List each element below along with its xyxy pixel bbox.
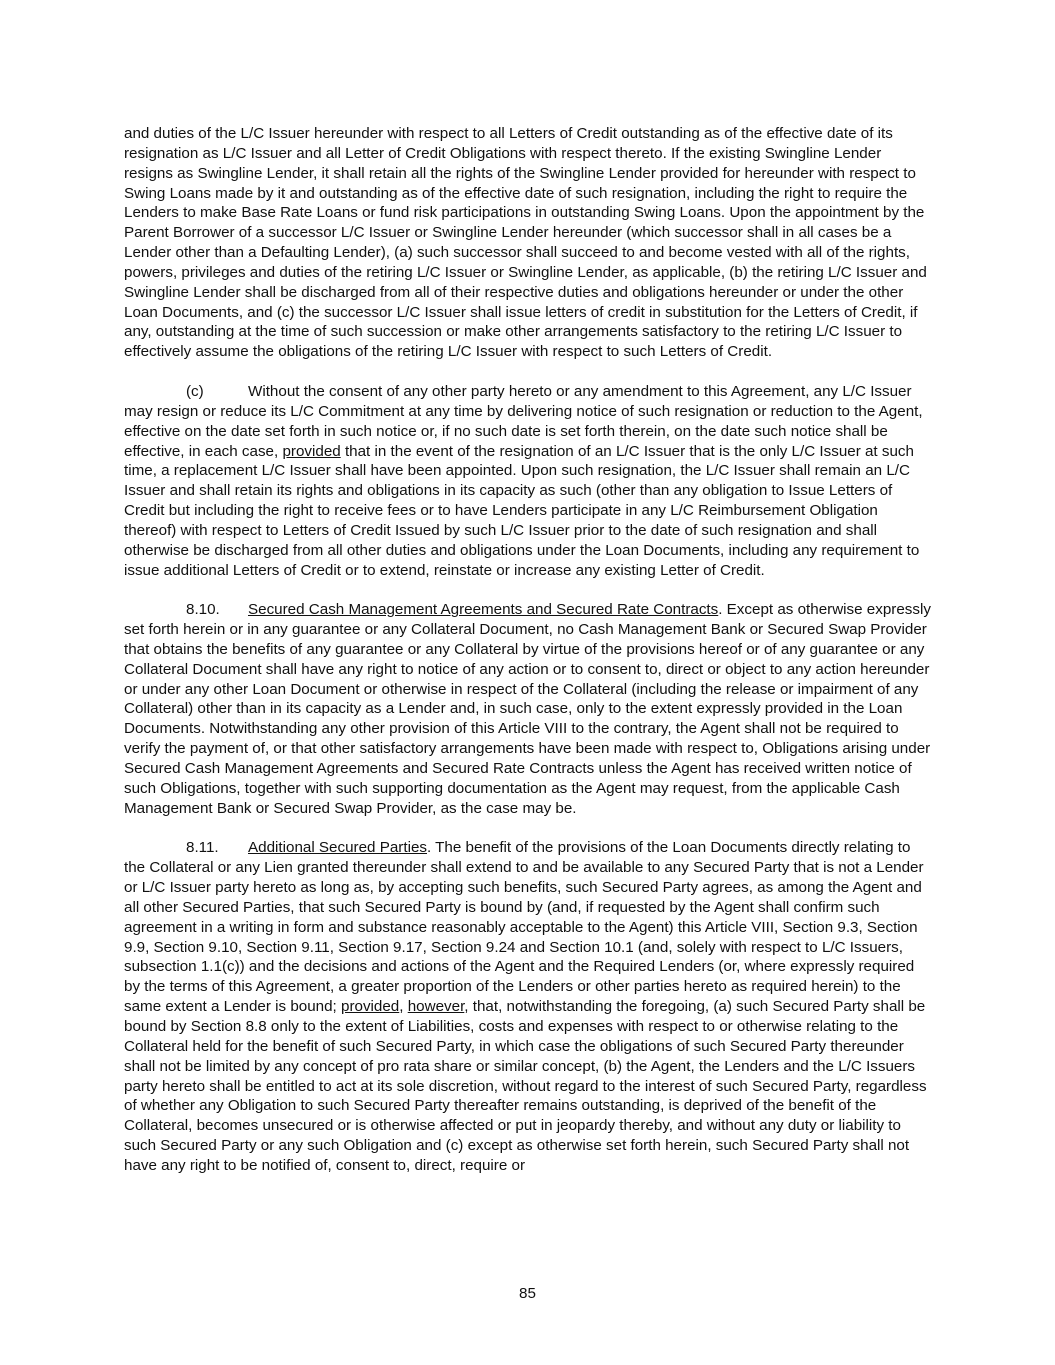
section-text: , that, notwithstanding the foregoing, (a) such Secured Party shall be bound by Section 8.8 only to the extent of Liabilities, costs and expenses with respect to or otherwise relating to the Collateral held for the benefit of such Secured Party, in which case the obligations of such Secured Party thereunder shall not be limited by any concept of pro rata share or similar concept, (b) the Agent, the Lenders and the L/C Issuers party hereto shall be entitled to act at its sole discretion, without regard to the interest of such Secured Party, regardless of whether any Obligation to such Secured Party thereafter remains outstanding, is deprived of the benefit of the Collateral, becomes unsecured or is otherwise affected or put in jeopardy thereby, and without any duty or liability to such Secured Party or any such Obligation and (c) except as otherwise set forth herein, such Secured Party shall not have any right to be notified of, consent to, direct, require or <box>124 998 927 1174</box>
section-8-10 <box>124 600 932 818</box>
provided-term: provided <box>341 998 400 1016</box>
document-page <box>124 124 932 1196</box>
section-heading: Additional Secured Parties <box>248 839 427 857</box>
section-text: . Except as otherwise expressly set forth herein or in any guarantee or any Collateral Document, no Cash Management Bank or Secured Swap Provider that obtains the benefits of any guarantee or any Collateral by virtue of the provisions hereof or of any guarantee or any Collateral Document shall have any right to notice of any action or to consent to, direct or object to any action hereunder or under any other Loan Document or otherwise in respect of the Collateral (including the release or impairment of any Collateral) other than in its capacity as a Lender and, in such case, only to the extent expressly provided in the Loan Documents. Notwithstanding any other provision of this Article VIII to the contrary, the Agent shall not be required to verify the payment of, or that other satisfactory arrangements have been made with respect to, Obligations arising under Secured Cash Management Agreements and Secured Rate Contracts unless the Agent has received written notice of such Obligations, together with such supporting documentation as the Agent may request, from the applicable Cash Management Bank or Secured Swap Provider, as the case may be. <box>124 601 931 817</box>
section-number: 8.10. <box>186 601 220 619</box>
paragraph-continuation: and duties of the L/C Issuer hereunder with respect to all Letters of Credit outstanding as of the effective date of its resignation as L/C Issuer and all Letter of Credit Obligations with respect thereto. If the existing Swingline Lender resigns as Swingline Lender, it shall retain all the rights of the Swingline Lender provided for hereunder with respect to Swing Loans made by it and outstanding as of the effective date of such resignation, including the right to require the Lenders to make Base Rate Loans or fund risk participations in outstanding Swing Loans. Upon the appointment by the Parent Borrower of a successor L/C Issuer or Swingline Lender hereunder (which successor shall in all cases be a Lender other than a Defaulting Lender), (a) such successor shall succeed to and become vested with all of the rights, powers, privileges and duties of the retiring L/C Issuer or Swingline Lender, as applicable, (b) the retiring L/C Issuer and Swingline Lender shall be discharged from all of their respective duties and obligations hereunder or under the other Loan Documents, and (c) the successor L/C Issuer shall issue letters of credit in substitution for the Letters of Credit, if any, outstanding at the time of such succession or make other arrangements satisfactory to the retiring L/C Issuer to effectively assume the obligations of the retiring L/C Issuer with respect to such Letters of Credit. <box>124 125 927 361</box>
section-text: , <box>399 998 408 1016</box>
section-number: 8.11. <box>186 839 219 857</box>
provided-term: provided <box>282 442 341 460</box>
section-8-11 <box>124 838 932 1175</box>
paragraph-c <box>124 382 932 580</box>
paragraph-label: (c) <box>186 382 204 400</box>
paragraph-text: that in the event of the resignation of an L/C Issuer that is the only L/C Issuer at such time, a replacement L/C Issuer shall have been appointed. Upon such resignation, the L/C Issuer shall remain an L/C Issuer and shall retain its rights and obligations in its capacity as such (other than any obligation to Issue Letters of Credit but including the right to receive fees or to have Lenders participate in any L/C Reimbursement Obligation thereof) with respect to Letters of Credit Issued by such L/C Issuer prior to the date of such resignation and shall otherwise be discharged from all other duties and obligations under the Loan Documents, including any requirement to issue additional Letters of Credit or to extend, reinstate or increase any existing Letter of Credit. <box>124 442 920 579</box>
section-heading: Secured Cash Management Agreements and Secured Rate Contracts <box>248 601 719 619</box>
paragraph-text: Without the consent of any other party hereto or any amendment to this Agreement, any L/C Issuer may resign or reduce its L/C Commitment at any time by delivering notice of such resignation or reduction to the Agent, effective on the date set forth in such notice or, if no such date is set forth therein, on the date such notice shall be effective, in each case, <box>124 382 923 460</box>
section-text: . The benefit of the provisions of the Loan Documents directly relating to the Collateral or any Lien granted thereunder shall extend to and be available to any Secured Party that is not a Lender or L/C Issuer party hereto as long as, by accepting such benefits, such Secured Party agrees, as among the Agent and all other Secured Parties, that such Secured Party is bound by (and, if requested by the Agent shall confirm such agreement in a writing in form and substance reasonably acceptable to the Agent) this Article VIII, Section 9.3, Section 9.9, Section 9.10, Section 9.11, Section 9.17, Section 9.24 and Section 10.1 (and, solely with respect to L/C Issuers, subsection 1.1(c)) and the decisions and actions of the Agent and the Required Lenders (or, where expressly required by the terms of this Agreement, a greater proportion of the Lenders or other parties hereto as required herein) to the same extent a Lender is bound; <box>124 839 924 1016</box>
page-number: 85 <box>519 1285 536 1302</box>
however-term: however <box>407 998 465 1016</box>
